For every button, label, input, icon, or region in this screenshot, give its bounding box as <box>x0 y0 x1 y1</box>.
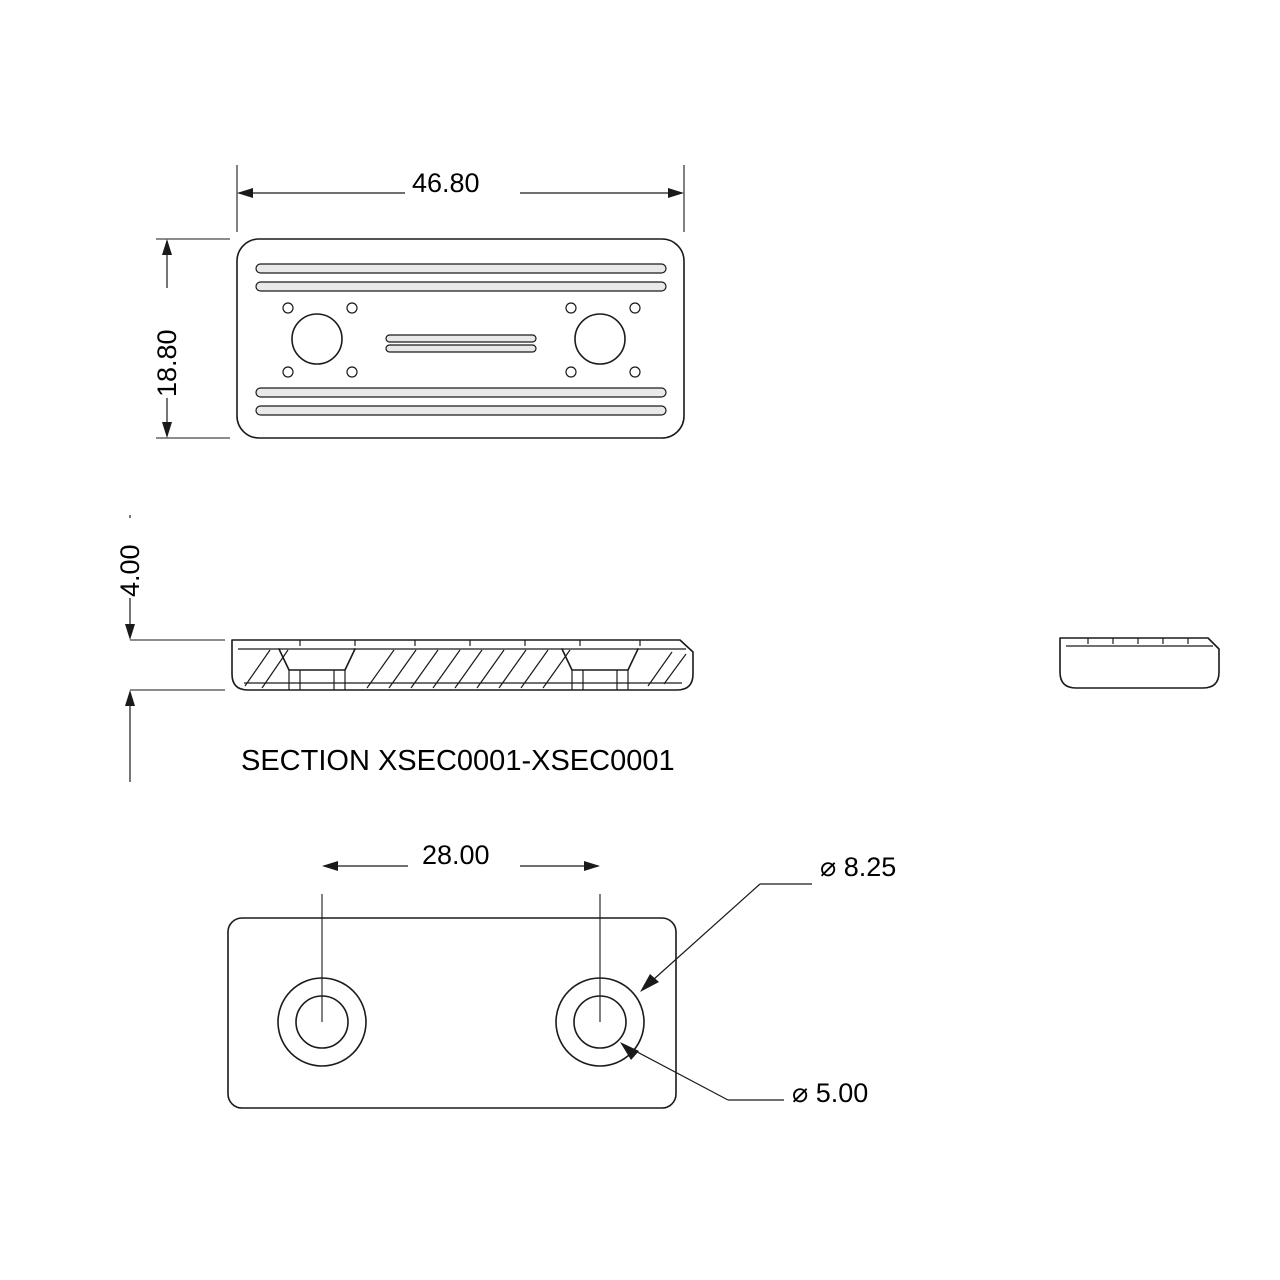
top-left-boss <box>283 303 357 377</box>
thickness-dimension-text: 4.00 <box>115 544 145 597</box>
section-right-counterbore <box>562 649 638 690</box>
section-view <box>112 515 693 782</box>
dimension-thickness <box>112 515 225 782</box>
side-view-surface-ticks <box>1088 638 1188 644</box>
right-side-view <box>1060 638 1219 688</box>
top-right-boss <box>566 303 640 377</box>
leader-dia-8-25 <box>640 852 896 992</box>
top-rib-upper <box>256 264 666 291</box>
height-dimension-text: 18.80 <box>152 329 182 397</box>
section-left-counterbore <box>279 649 355 690</box>
dia-large-text: ⌀ 8.25 <box>820 852 897 882</box>
width-dimension-text: 46.80 <box>412 168 480 198</box>
section-surface-ticks <box>300 640 640 646</box>
top-rib-center <box>386 335 536 352</box>
dia-small-text: ⌀ 5.00 <box>792 1078 869 1108</box>
section-hatching <box>245 650 686 688</box>
section-caption: SECTION XSEC0001-XSEC0001 <box>241 745 675 777</box>
bottom-view <box>228 840 896 1108</box>
top-rib-lower <box>256 388 666 415</box>
bottom-view-outline <box>228 918 676 1108</box>
hole-spacing-dimension-text: 28.00 <box>422 840 490 870</box>
dimension-height <box>150 239 230 438</box>
dimension-width <box>237 165 684 232</box>
top-view <box>150 165 684 438</box>
leader-dia-5-00 <box>620 1042 868 1108</box>
dimension-hole-spacing <box>322 840 600 872</box>
